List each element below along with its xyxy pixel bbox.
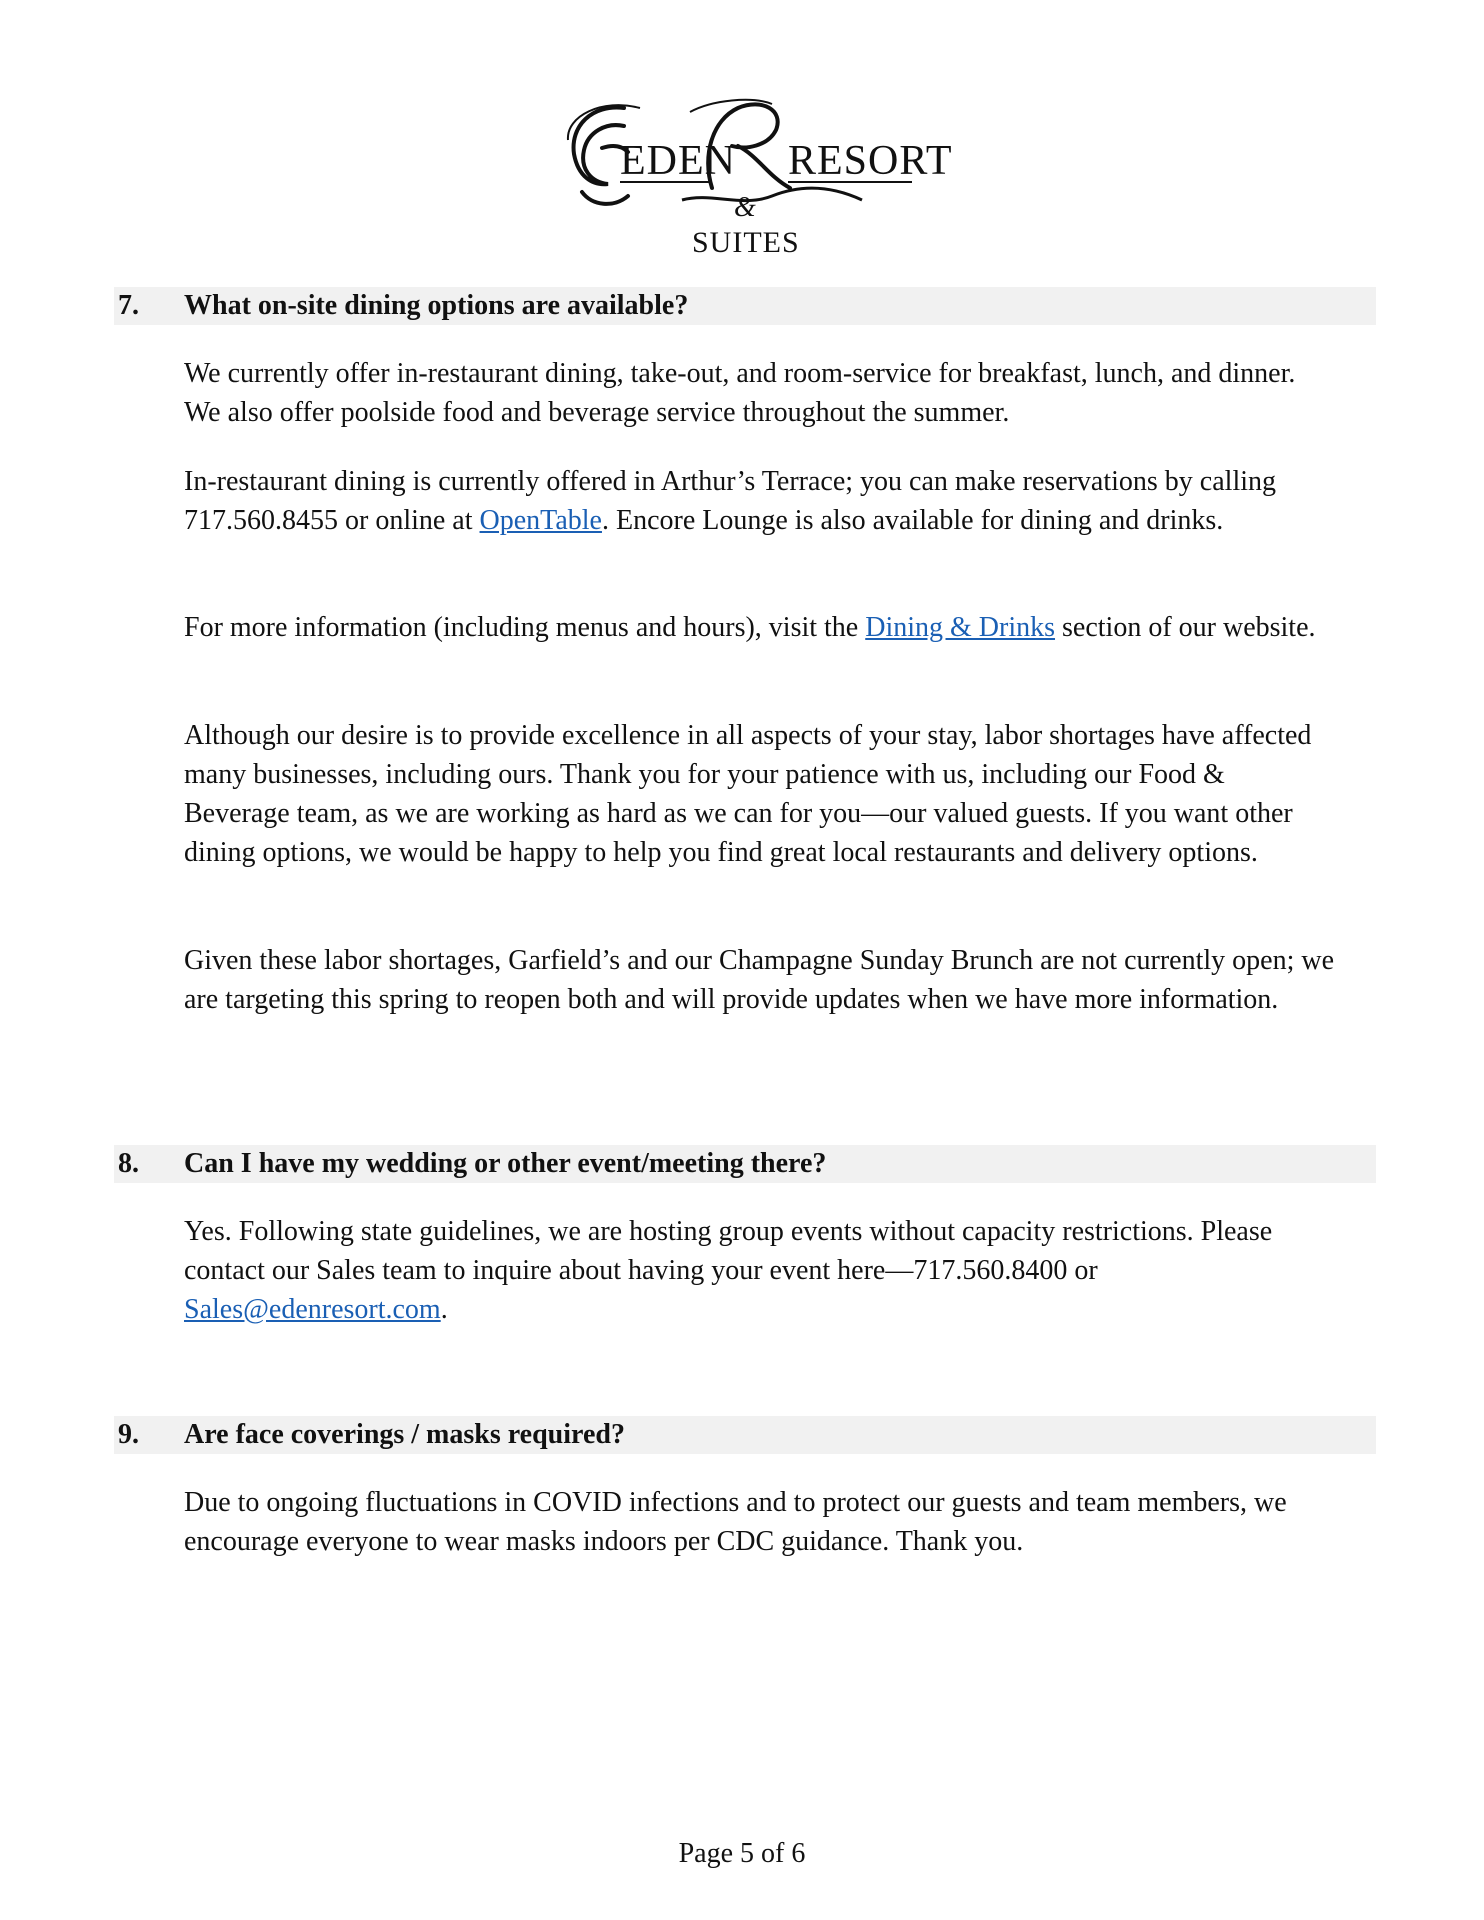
question-number: 8. xyxy=(118,1148,139,1179)
paragraph-text: . Encore Lounge is also available for dining and drinks. xyxy=(601,505,1224,536)
page-number: Page 5 of 6 xyxy=(678,1838,806,1869)
paragraph-text: Due to ongoing fluctuations in COVID infections and to protect our guests and team members, we encourage everyone to wear masks indoors per CDC guidance. Thank you. xyxy=(184,1487,1287,1557)
paragraph-text: Yes. Following state guidelines, we are hosting group events without capacity restrictions. Please contact our Sales team to inquire about having your event here—717.560.8400 or xyxy=(184,1216,1273,1286)
question-number: 7. xyxy=(118,290,139,321)
dining-drinks-link[interactable]: Dining & Drinks xyxy=(865,612,1056,643)
svg-text:&: & xyxy=(734,192,756,223)
paragraph-text: In-restaurant dining is currently offered in Arthur’s Terrace; you can make reservations by calling 717.560.8455 or online at xyxy=(184,466,1276,536)
answer-paragraph xyxy=(184,941,1334,1019)
paragraph-text: We currently offer in-restaurant dining, take-out, and room-service for breakfast, lunch, and dinner. We also offer poolside food and beverage service throughout the summer. xyxy=(184,358,1296,428)
question-number: 9. xyxy=(118,1419,139,1450)
opentable-link[interactable]: OpenTable xyxy=(479,505,602,536)
eden-resort-logo-graphic xyxy=(562,96,953,259)
paragraph-text: . xyxy=(440,1294,448,1325)
question-heading-8 xyxy=(114,1145,1376,1183)
answer-paragraph xyxy=(184,354,1334,432)
question-heading-7 xyxy=(114,287,1376,325)
paragraph-text: section of our website. xyxy=(1055,612,1316,643)
eden-resort-logo xyxy=(562,96,953,259)
question-text: What on-site dining options are available? xyxy=(184,290,689,321)
svg-text:EDEN: EDEN xyxy=(620,138,736,184)
question-text: Are face coverings / masks required? xyxy=(184,1419,625,1450)
answer-paragraph xyxy=(184,716,1334,872)
answer-paragraph xyxy=(184,608,1334,647)
paragraph-text: For more information (including menus and hours), visit the xyxy=(184,612,866,643)
paragraph-text: Given these labor shortages, Garfield’s and our Champagne Sunday Brunch are not currently open; we are targeting this spring to reopen both and will provide updates when we have more information. xyxy=(184,945,1334,1015)
answer-paragraph xyxy=(184,462,1334,540)
sales-email-link[interactable]: Sales@edenresort.com xyxy=(184,1294,441,1325)
svg-text:SUITES: SUITES xyxy=(692,226,800,259)
answer-paragraph xyxy=(184,1212,1284,1329)
svg-text:RESORT: RESORT xyxy=(788,138,953,184)
question-heading-9 xyxy=(114,1416,1376,1454)
answer-paragraph xyxy=(184,1483,1294,1561)
paragraph-text: Although our desire is to provide excellence in all aspects of your stay, labor shortages have affected many businesses, including ours. Thank you for your patience with us, including our Food & Beverage team, as we are working as hard as we can for you—our valued guests. If you want other dining options, we would be happy to help you find great local restaurants and delivery options. xyxy=(184,720,1312,868)
question-text: Can I have my wedding or other event/meeting there? xyxy=(184,1148,827,1179)
